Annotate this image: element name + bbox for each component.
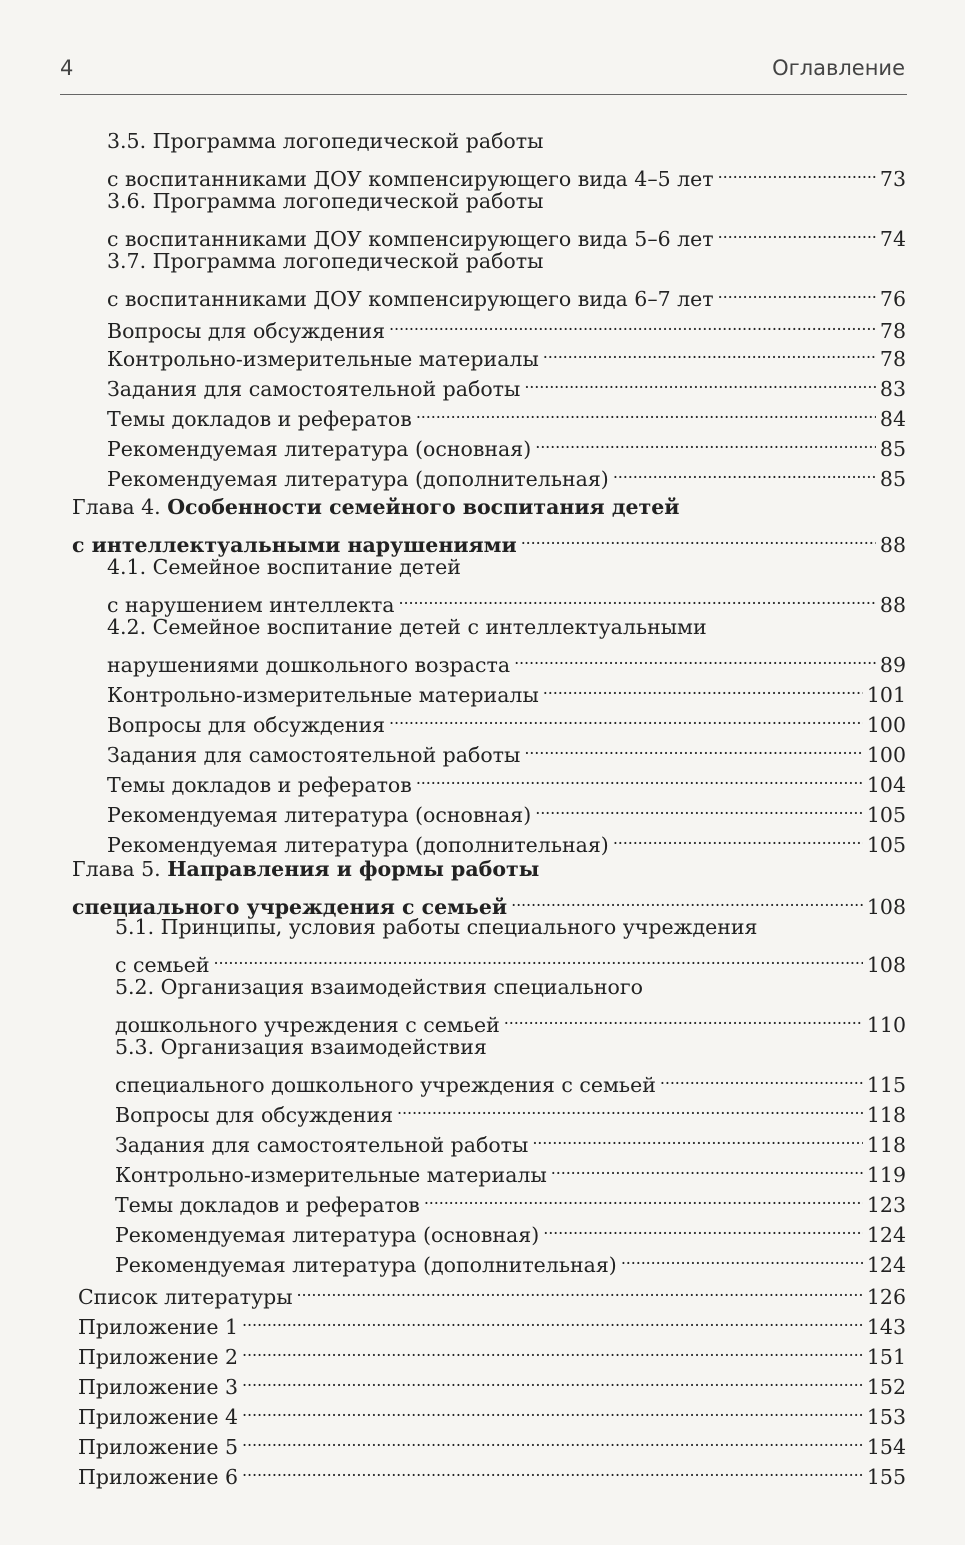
dot-leader (511, 884, 863, 914)
toc-entry (107, 582, 906, 617)
toc-entry-title (115, 972, 643, 1002)
toc-entry (107, 792, 906, 827)
toc-entry (115, 1092, 906, 1127)
toc-page-number: 105 (866, 833, 906, 857)
toc-entry-title (115, 912, 757, 942)
dot-leader (397, 1092, 863, 1122)
toc-entry (107, 336, 906, 371)
toc-entry (107, 366, 906, 401)
toc-entry-title (115, 1032, 487, 1062)
toc-entry (115, 912, 906, 942)
dot-leader (613, 456, 876, 486)
toc-entry-title (72, 854, 539, 884)
toc-entry-text: Контрольно-измерительные материалы (107, 347, 539, 371)
dot-leader (524, 366, 876, 396)
toc-entry (107, 702, 906, 737)
toc-entry (115, 1212, 906, 1247)
toc-entry-text: Приложение 3 (78, 1375, 239, 1399)
toc-entry (78, 1424, 906, 1459)
toc-entry (107, 762, 906, 797)
dot-leader (399, 582, 876, 612)
toc-entry-text: Рекомендуемая литература (основная) (107, 803, 532, 827)
toc-entry (107, 216, 906, 251)
toc-entry (107, 822, 906, 857)
toc-page-number: 76 (879, 287, 906, 311)
toc-page-number: 101 (866, 683, 906, 707)
toc-entry (107, 396, 906, 431)
toc-entry (72, 884, 906, 919)
dot-leader (543, 672, 863, 702)
dot-leader (543, 1212, 863, 1242)
toc-page-number: 124 (866, 1253, 906, 1277)
toc-page-number: 83 (879, 377, 906, 401)
toc-entry-title (107, 612, 707, 642)
running-header-title: Оглавление (772, 56, 905, 80)
toc-page-number: 124 (866, 1223, 906, 1247)
toc-page-number: 153 (866, 1405, 906, 1429)
toc-entry (107, 732, 906, 767)
toc-page-number: 88 (879, 533, 906, 557)
toc-page-number: 104 (866, 773, 906, 797)
chapter-prefix: Глава 4. (72, 495, 168, 519)
dot-leader (242, 1334, 863, 1364)
dot-leader (242, 1394, 863, 1424)
toc-entry-text: Темы докладов и рефератов (107, 773, 412, 797)
toc-page-number: 78 (879, 319, 906, 343)
toc-page-number: 115 (866, 1073, 906, 1097)
toc-page-number: 85 (879, 437, 906, 461)
toc-entry-text: Приложение 6 (78, 1465, 239, 1489)
toc-entry-text: с нарушением интеллекта (107, 593, 395, 617)
dot-leader (551, 1152, 863, 1182)
toc-page-number: 118 (866, 1133, 906, 1157)
toc-entry (78, 1304, 906, 1339)
toc-entry-text: Темы докладов и рефератов (115, 1193, 420, 1217)
dot-leader (242, 1454, 863, 1484)
toc-entry-text: специального учреждения с семьей (72, 895, 508, 919)
toc-entry (107, 612, 906, 642)
header-rule (60, 94, 907, 95)
toc-entry-text: Вопросы для обсуждения (107, 713, 386, 737)
toc-entry (115, 1152, 906, 1187)
toc-entry (78, 1274, 906, 1309)
dot-leader (535, 792, 863, 822)
toc-entry-title (107, 552, 461, 582)
toc-entry (107, 672, 906, 707)
toc-entry-text: Особенности семейного воспитания детей (167, 495, 680, 519)
dot-leader (416, 762, 863, 792)
dot-leader (389, 702, 863, 732)
toc-entry-text: дошкольного учреждения с семьей (115, 1013, 500, 1037)
toc-entry (72, 522, 906, 557)
toc-entry-title (78, 1462, 238, 1492)
toc-page-number: 151 (866, 1345, 906, 1369)
toc-entry (107, 456, 906, 491)
toc-entry-title (107, 464, 609, 494)
chapter-prefix: Глава 5. (72, 857, 168, 881)
toc-entry-text: Рекомендуемая литература (основная) (107, 437, 532, 461)
toc-entry-text: 3.7. Программа логопедической работы (107, 249, 544, 273)
toc-entry (72, 854, 906, 884)
toc-entry-text: Задания для самостоятельной работы (107, 377, 521, 401)
toc-entry (115, 1002, 906, 1037)
toc-page-number: 118 (866, 1103, 906, 1127)
dot-leader (718, 276, 876, 306)
toc-entry-text: Рекомендуемая литература (дополнительная) (107, 833, 609, 857)
toc-entry-text: нарушениями дошкольного возраста (107, 653, 511, 677)
toc-entry (107, 426, 906, 461)
page-number: 4 (60, 56, 74, 80)
dot-leader (532, 1122, 863, 1152)
toc-page-number: 100 (866, 743, 906, 767)
toc-page-number: 73 (879, 167, 906, 191)
toc-page-number: 155 (866, 1465, 906, 1489)
dot-leader (543, 336, 876, 366)
toc-page-number: 123 (866, 1193, 906, 1217)
toc-entry (78, 1334, 906, 1369)
toc-entry-text: Рекомендуемая литература (дополнительная) (107, 467, 609, 491)
toc-entry (78, 1364, 906, 1399)
dot-leader (718, 156, 876, 186)
toc-page-number: 78 (879, 347, 906, 371)
dot-leader (524, 732, 863, 762)
toc-entry-text: 3.6. Программа логопедической работы (107, 189, 544, 213)
toc-page-number: 143 (866, 1315, 906, 1339)
toc-entry-text: Задания для самостоятельной работы (115, 1133, 529, 1157)
toc-entry-text: с интеллектуальными нарушениями (72, 533, 517, 557)
toc-page-number: 105 (866, 803, 906, 827)
toc-page-number: 88 (879, 593, 906, 617)
toc-entry (72, 492, 906, 522)
toc-page-number: 119 (866, 1163, 906, 1187)
dot-leader (389, 308, 876, 338)
toc-page-number: 100 (866, 713, 906, 737)
dot-leader (424, 1182, 863, 1212)
toc-entry-text: Вопросы для обсуждения (107, 319, 386, 343)
dot-leader (504, 1002, 863, 1032)
toc-page-number: 108 (866, 953, 906, 977)
toc-entry (107, 276, 906, 311)
toc-entry-text: Приложение 2 (78, 1345, 239, 1369)
dot-leader (416, 396, 876, 426)
toc-entry-text: Контрольно-измерительные материалы (107, 683, 539, 707)
toc-entry-text: Направления и формы работы (167, 857, 540, 881)
toc-entry-title (107, 126, 543, 156)
toc-entry (115, 972, 906, 1002)
dot-leader (242, 1424, 863, 1454)
toc-entry (115, 1122, 906, 1157)
dot-leader (242, 1364, 863, 1394)
dot-leader (521, 522, 876, 552)
toc-entry (107, 552, 906, 582)
dot-leader (535, 426, 876, 456)
toc-entry (107, 186, 906, 216)
toc-entry-text: Задания для самостоятельной работы (107, 743, 521, 767)
toc-page-number: 84 (879, 407, 906, 431)
toc-entry (115, 1182, 906, 1217)
toc-entry (107, 642, 906, 677)
dot-leader (613, 822, 863, 852)
toc-entry-text: Рекомендуемая литература (дополнительная) (115, 1253, 617, 1277)
toc-entry-text: Вопросы для обсуждения (115, 1103, 394, 1127)
toc-entry-text: 4.1. Семейное воспитание детей (107, 555, 461, 579)
toc-entry (115, 1062, 906, 1097)
toc-entry-text: Темы докладов и рефератов (107, 407, 412, 431)
dot-leader (242, 1304, 863, 1334)
dot-leader (214, 942, 863, 972)
toc-entry (78, 1394, 906, 1429)
toc-entry (115, 942, 906, 977)
toc-page-number: 85 (879, 467, 906, 491)
toc-entry-text: с воспитанниками ДОУ компенсирующего вида 5–6 лет (107, 227, 714, 251)
toc-entry-text: с воспитанниками ДОУ компенсирующего вида 6–7 лет (107, 287, 714, 311)
toc-entry (115, 1242, 906, 1277)
toc-entry-text: Список литературы (78, 1285, 293, 1309)
toc-entry-text: Рекомендуемая литература (основная) (115, 1223, 540, 1247)
toc-entry (107, 126, 906, 156)
dot-leader (297, 1274, 863, 1304)
toc-entry-title (107, 186, 543, 216)
toc-entry-title (107, 246, 543, 276)
toc-page-number: 110 (866, 1013, 906, 1037)
toc-entry-text: Приложение 5 (78, 1435, 239, 1459)
toc-page-number: 152 (866, 1375, 906, 1399)
toc-entry-title (72, 492, 680, 522)
toc-page-number: 89 (879, 653, 906, 677)
toc-entry (107, 246, 906, 276)
toc-entry (115, 1032, 906, 1062)
toc-entry (78, 1454, 906, 1489)
toc-entry-text: 3.5. Программа логопедической работы (107, 129, 544, 153)
toc-page-number: 74 (879, 227, 906, 251)
dot-leader (621, 1242, 863, 1272)
toc-entry-text: специального дошкольного учреждения с семьей (115, 1073, 656, 1097)
toc-entry-text: с воспитанниками ДОУ компенсирующего вида 4–5 лет (107, 167, 714, 191)
toc-entry-text: 5.1. Принципы, условия работы специального учреждения (115, 915, 758, 939)
toc-entry-text: с семьей (115, 953, 210, 977)
dot-leader (660, 1062, 863, 1092)
toc-page-number: 154 (866, 1435, 906, 1459)
toc-entry-text: 4.2. Семейное воспитание детей с интеллектуальными (107, 615, 707, 639)
dot-leader (718, 216, 876, 246)
toc-entry-text: Приложение 4 (78, 1405, 239, 1429)
toc-entry-text: Приложение 1 (78, 1315, 239, 1339)
toc-page-number: 108 (866, 895, 906, 919)
toc-entry-text: Контрольно-измерительные материалы (115, 1163, 547, 1187)
toc-page-number: 126 (866, 1285, 906, 1309)
toc-entry-text: 5.3. Организация взаимодействия (115, 1035, 487, 1059)
toc-entry-text: 5.2. Организация взаимодействия специального (115, 975, 643, 999)
toc-entry (107, 156, 906, 191)
dot-leader (514, 642, 876, 672)
toc-entry (107, 308, 906, 343)
